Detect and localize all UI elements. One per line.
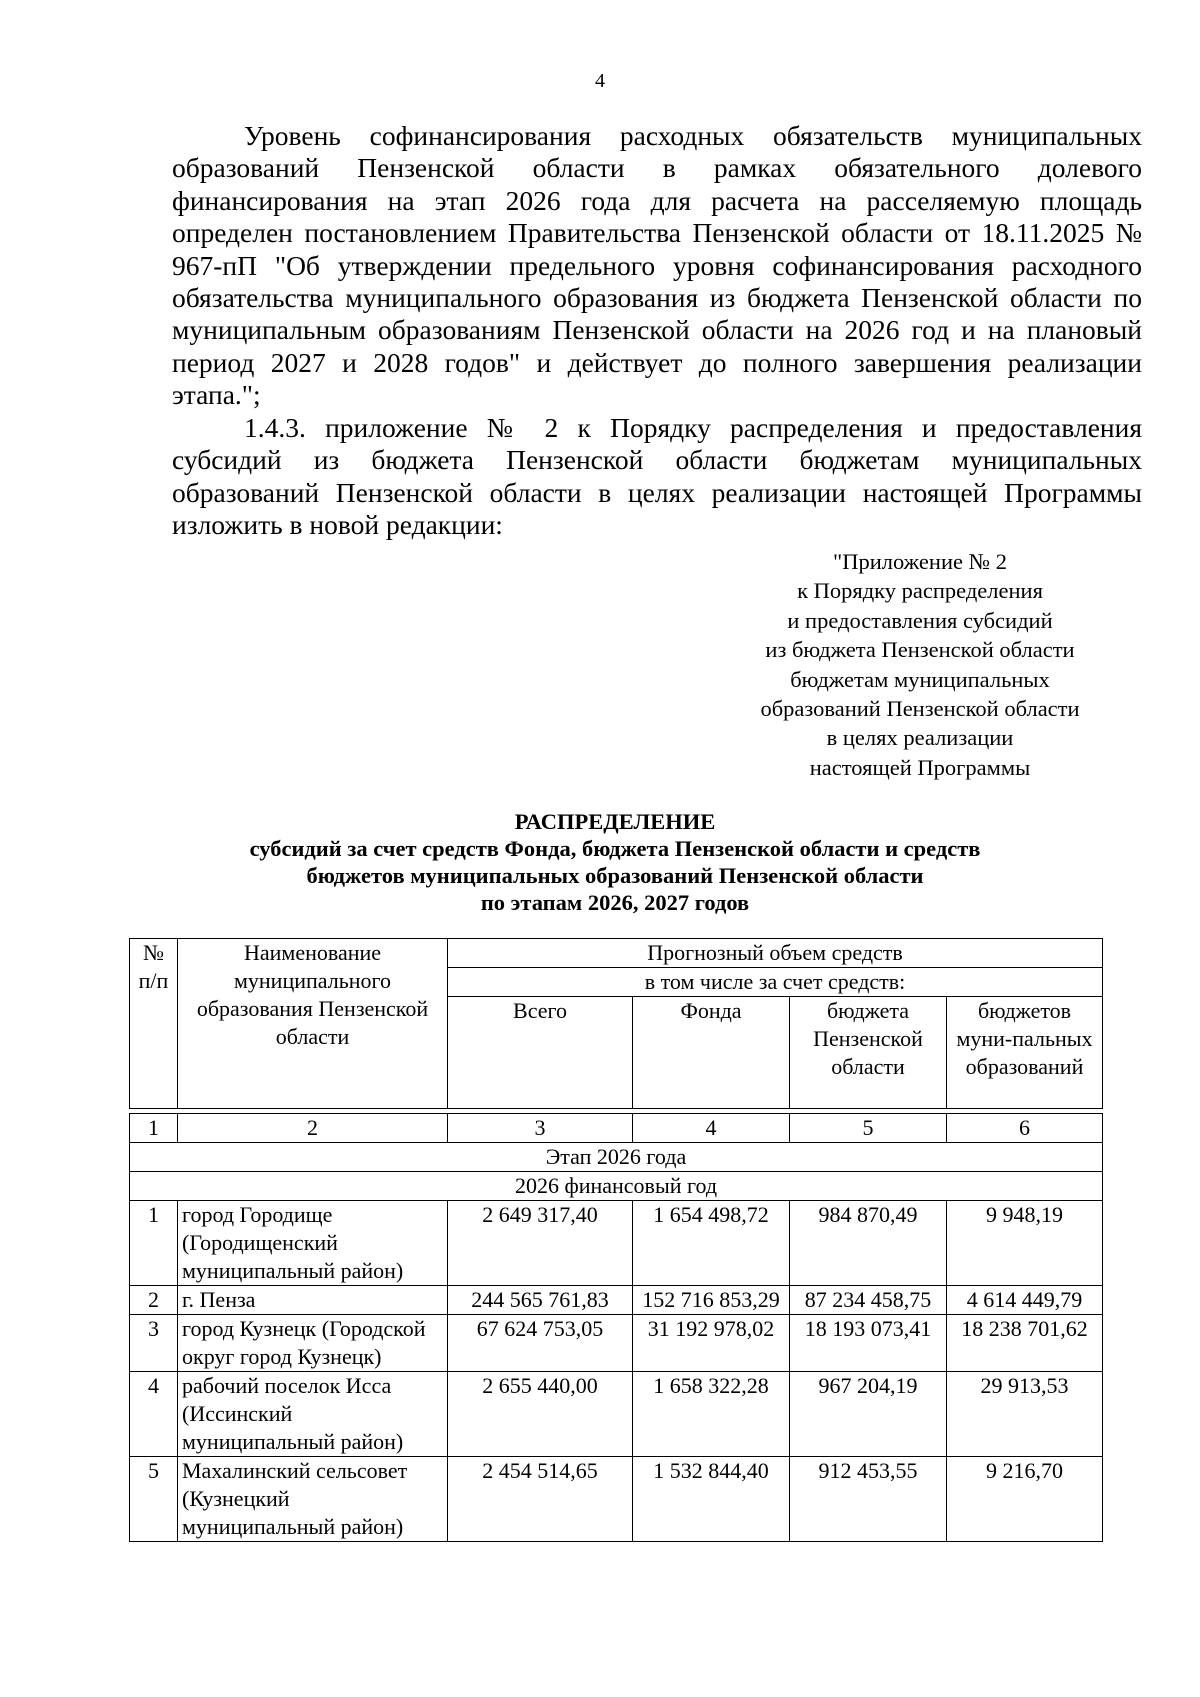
column-number: 5 bbox=[790, 1114, 947, 1143]
row-fund: 31 192 978,02 bbox=[633, 1315, 790, 1372]
row-name: город Кузнецк (Городской округ город Кузнецк) bbox=[178, 1315, 448, 1372]
appendix-line: в целях реализации bbox=[826, 725, 1014, 751]
header-volume: Прогнозный объем средств bbox=[448, 939, 1103, 968]
row-num: 2 bbox=[130, 1286, 178, 1315]
row-municipal: 9 216,70 bbox=[947, 1457, 1103, 1542]
row-regional: 912 453,55 bbox=[790, 1457, 947, 1542]
appendix-line: бюджетам муниципальных bbox=[790, 666, 1050, 692]
row-municipal: 18 238 701,62 bbox=[947, 1315, 1103, 1372]
column-number-row bbox=[130, 1114, 1103, 1143]
row-num: 4 bbox=[130, 1372, 178, 1457]
row-regional: 18 193 073,41 bbox=[790, 1315, 947, 1372]
row-name: рабочий поселок Исса (Иссинский муниципальный район) bbox=[178, 1372, 448, 1457]
table-title-line: бюджетов муниципальных образований Пензенской области bbox=[306, 863, 924, 888]
table-row bbox=[130, 1286, 1103, 1315]
row-name: город Городище (Городищенский муниципальный район) bbox=[178, 1201, 448, 1286]
column-number: 4 bbox=[633, 1114, 790, 1143]
row-municipal: 9 948,19 bbox=[947, 1201, 1103, 1286]
column-number: 1 bbox=[130, 1114, 178, 1143]
row-fund: 152 716 853,29 bbox=[633, 1286, 790, 1315]
row-name: г. Пенза bbox=[178, 1286, 448, 1315]
appendix-heading bbox=[730, 547, 1110, 782]
table-row bbox=[130, 1201, 1103, 1286]
row-regional: 967 204,19 bbox=[790, 1372, 947, 1457]
table-title-line: по этапам 2026, 2027 годов bbox=[480, 890, 750, 915]
table-title-line: РАСПРЕДЕЛЕНИЕ bbox=[514, 809, 716, 834]
paragraph-cofinancing bbox=[172, 120, 1142, 412]
row-total: 2 655 440,00 bbox=[448, 1372, 633, 1457]
row-total: 244 565 761,83 bbox=[448, 1286, 633, 1315]
stage-row bbox=[130, 1143, 1103, 1172]
paragraph-text: 1.4.3. приложение № 2 к Порядку распределения и предоставления субсидий из бюджета Пензенской области бюджетам муниципальных образований Пензенской области в целях реализации настоящей Программы изложить в новой редакции: bbox=[172, 412, 1142, 541]
column-number: 3 bbox=[448, 1114, 633, 1143]
table-title-line: субсидий за счет средств Фонда, бюджета Пензенской области и средств bbox=[249, 836, 981, 861]
row-municipal: 4 614 449,79 bbox=[947, 1286, 1103, 1315]
stage-label: Этап 2026 года bbox=[130, 1143, 1103, 1172]
row-total: 67 624 753,05 bbox=[448, 1315, 633, 1372]
row-fund: 1 532 844,40 bbox=[633, 1457, 790, 1542]
fiscal-year-label: 2026 финансовый год bbox=[130, 1172, 1103, 1201]
row-municipal: 29 913,53 bbox=[947, 1372, 1103, 1457]
paragraph-text: Уровень софинансирования расходных обязательств муниципальных образований Пензенской области в рамках обязательного долевого финансирования на этап 2026 года для расчета на расселяемую площадь определен постановлением Правительства Пензенской области от 18.11.2025 № 967-пП "Об утверждении предельного уровня софинансирования расходного обязательства муниципального образования из бюджета Пензенской области по муниципальным образованиям Пензенской области на 2026 год и на плановый период 2027 и 2028 годов" и действует до полного завершения реализации этапа."; bbox=[172, 120, 1142, 411]
header-fund: Фонда bbox=[633, 997, 790, 1109]
row-num: 3 bbox=[130, 1315, 178, 1372]
row-fund: 1 658 322,28 bbox=[633, 1372, 790, 1457]
row-num: 5 bbox=[130, 1457, 178, 1542]
appendix-line: и предоставления субсидий bbox=[787, 607, 1053, 633]
table-header-row bbox=[130, 939, 1103, 968]
row-total: 2 649 317,40 bbox=[448, 1201, 633, 1286]
table-title bbox=[130, 808, 1100, 916]
column-number: 2 bbox=[178, 1114, 448, 1143]
table-row bbox=[130, 1372, 1103, 1457]
column-number: 6 bbox=[947, 1114, 1103, 1143]
header-name: Наименование муниципального образования Пензенской области bbox=[178, 939, 448, 1109]
fiscal-year-row bbox=[130, 1172, 1103, 1201]
appendix-line: образований Пензенской области bbox=[760, 696, 1080, 722]
header-total: Всего bbox=[448, 997, 633, 1109]
table-row bbox=[130, 1315, 1103, 1372]
appendix-line: к Порядку распределения bbox=[797, 578, 1043, 604]
row-regional: 984 870,49 bbox=[790, 1201, 947, 1286]
header-regional: бюджета Пензенской области bbox=[790, 997, 947, 1109]
paragraph-appendix-amendment bbox=[172, 412, 1142, 542]
distribution-table bbox=[129, 938, 1103, 1542]
row-num: 1 bbox=[130, 1201, 178, 1286]
row-fund: 1 654 498,72 bbox=[633, 1201, 790, 1286]
table-row bbox=[130, 1457, 1103, 1542]
header-including: в том числе за счет средств: bbox=[448, 968, 1103, 997]
header-municipal: бюджетов муни-пальных образований bbox=[947, 997, 1103, 1109]
appendix-line: настоящей Программы bbox=[809, 754, 1031, 780]
row-total: 2 454 514,65 bbox=[448, 1457, 633, 1542]
appendix-line: из бюджета Пензенской области bbox=[765, 637, 1075, 663]
header-num: № п/п bbox=[130, 939, 178, 1109]
appendix-line: "Приложение № 2 bbox=[833, 549, 1007, 574]
row-name: Махалинский сельсовет (Кузнецкий муниципальный район) bbox=[178, 1457, 448, 1542]
row-regional: 87 234 458,75 bbox=[790, 1286, 947, 1315]
page-number: 4 bbox=[595, 70, 605, 92]
